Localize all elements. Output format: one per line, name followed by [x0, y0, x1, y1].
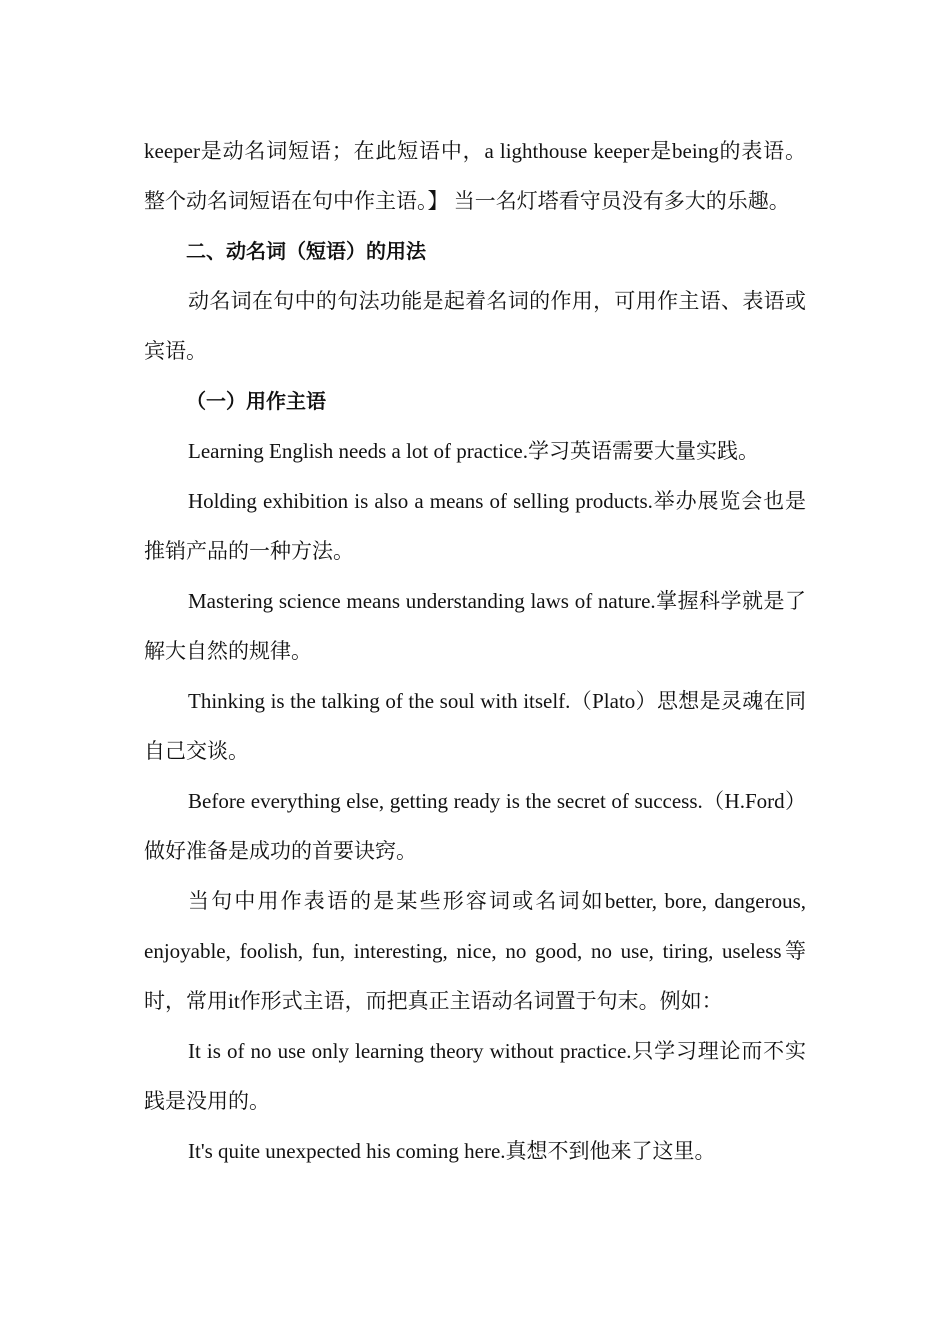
example-holding-exhibition: Holding exhibition is also a means of selling products.举办展览会也是推销产品的一种方法。: [144, 489, 806, 563]
example-no-use-theory: It is of no use only learning theory without practice.只学习理论而不实践是没用的。: [144, 1039, 806, 1113]
document-body: [144, 126, 806, 1176]
paragraph-keeper-continuation: keeper是动名词短语；在此短语中，a lighthouse keeper是being的表语。整个动名词短语在句中作主语。】 当一名灯塔看守员没有多大的乐趣。: [144, 139, 806, 213]
example-learning-english: Learning English needs a lot of practice.学习英语需要大量实践。: [188, 439, 759, 463]
example-thinking-plato: Thinking is the talking of the soul with itself.（Plato）思想是灵魂在同自己交谈。: [144, 689, 806, 763]
paragraph-formal-subject-it: 当句中用作表语的是某些形容词或名词如better, bore, dangerous, enjoyable, foolish, fun, interesting, nice, no good, no use, tiring, useless等时，常用it作形式主语，而把真正主语动名词置于句末。例如：: [144, 889, 806, 1013]
section-heading-gerund-usage: 二、动名词（短语）的用法: [186, 239, 426, 263]
paragraph-gerund-function: 动名词在句中的句法功能是起着名词的作用，可用作主语、表语或宾语。: [144, 289, 806, 363]
subsection-heading-as-subject: （一）用作主语: [186, 389, 326, 413]
example-mastering-science: Mastering science means understanding laws of nature.掌握科学就是了解大自然的规律。: [144, 589, 806, 663]
example-unexpected-coming: It's quite unexpected his coming here.真想不到他来了这里。: [188, 1139, 716, 1163]
example-before-everything-ford: Before everything else, getting ready is the secret of success.（H.Ford）做好准备是成功的首要诀窍。: [144, 789, 806, 863]
